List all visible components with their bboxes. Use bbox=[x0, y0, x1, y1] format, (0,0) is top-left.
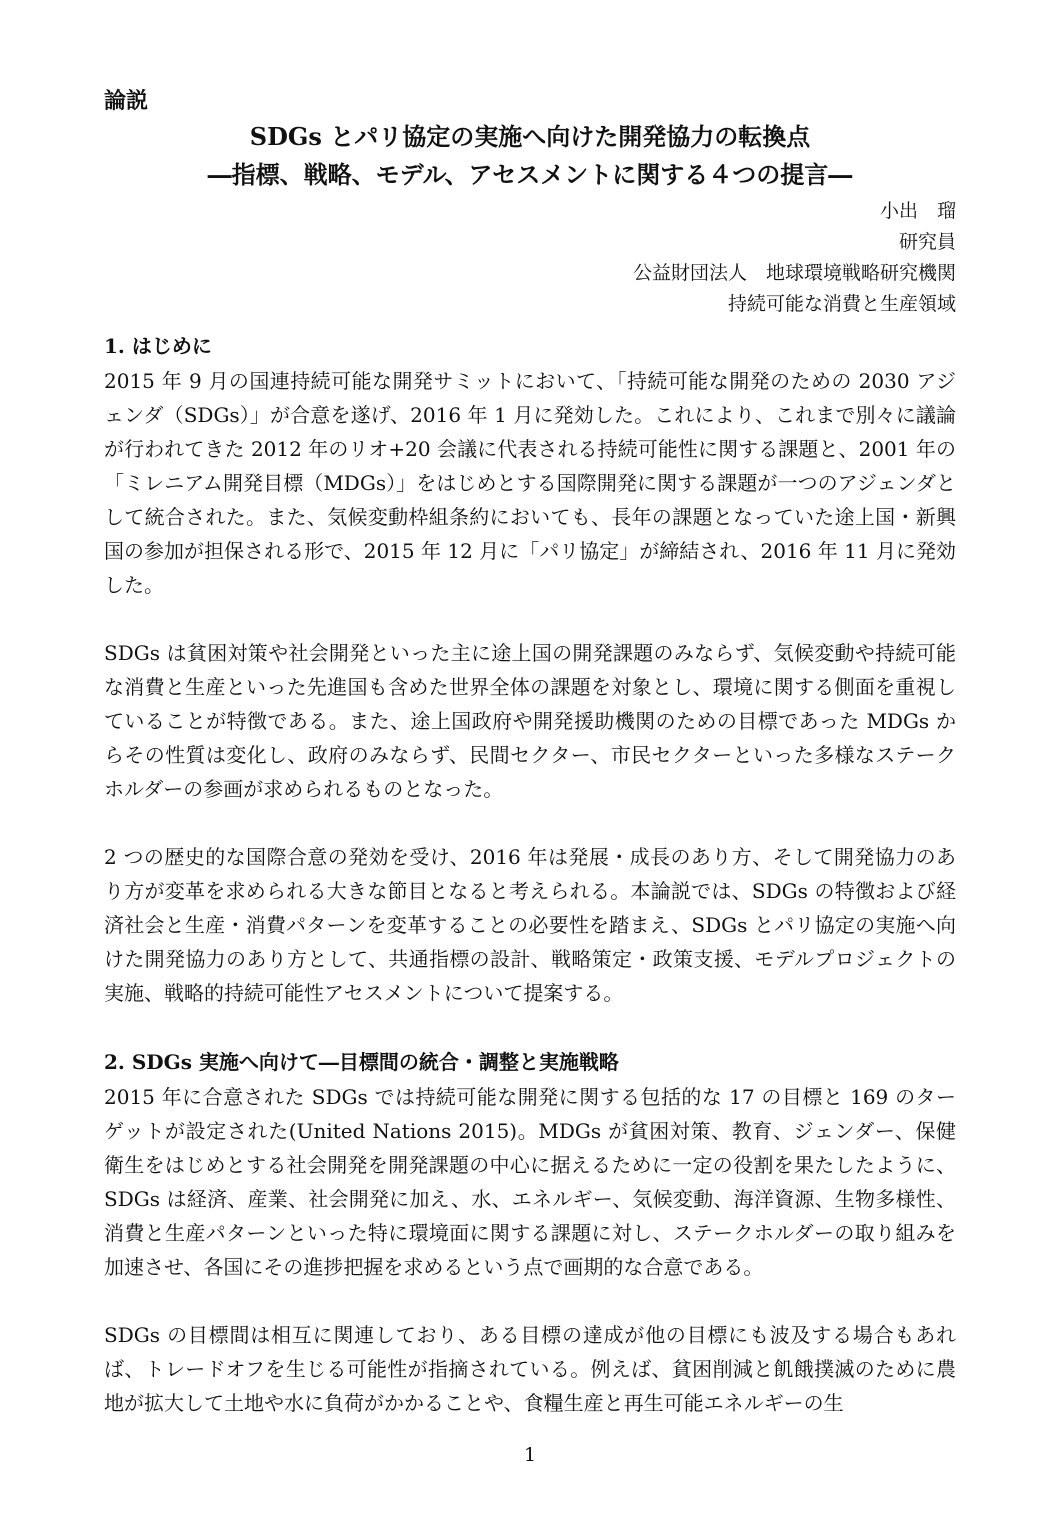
section-heading: 2. SDGs 実施へ向けて―目標間の統合・調整と実施戦略 bbox=[104, 1050, 619, 1074]
body-paragraph: SDGs の目標間は相互に関連しており、ある目標の達成が他の目標にも波及する場合もあれば、トレードオフを生じる可能性が指摘されている。例えば、貧困削減と飢餓撲滅のために農地が拡大して土地や水に負荷がかかることや、食糧生産と再生可能エネルギーの生 bbox=[104, 1323, 956, 1415]
section-sdgs-implementation bbox=[104, 1044, 956, 1420]
author-name: 小出 瑠 bbox=[879, 200, 956, 222]
article-type-label: 論説 bbox=[104, 88, 149, 114]
body-paragraph: 2015 年 9 月の国連持続可能な開発サミットにおいて、「持続可能な開発のための 2030 アジェンダ（SDGs）」が合意を遂げ、2016 年 1 月に発効した。これにより、これまで別々に議論が行われてきた 2012 年のリオ+20 会議に代表される持続可能性に関する課題と、2001 年の「ミレニアム開発目標（MDGs）」をはじめとする国際開発に関する課題が一つのアジェンダとして統合された。また、気候変動枠組条約においても、長年の課題となっていた途上国・新興国の参加が担保される形で、2015 年 12 月に「パリ協定」が締結され、2016 年 11 月に発効した。 bbox=[104, 369, 956, 597]
article-subtitle: ―指標、戦略、モデル、アセスメントに関する４つの提言― bbox=[207, 160, 853, 189]
author-organization: 公益財団法人 地球環境戦略研究機関 bbox=[632, 262, 956, 284]
page-number: 1 bbox=[523, 1444, 537, 1466]
author-block bbox=[104, 196, 956, 320]
body-paragraph: 2015 年に合意された SDGs では持続可能な開発に関する包括的な 17 の目標と 169 のターゲットが設定された(United Nations 2015)。MDGs が貧困対策、教育、ジェンダー、保健衛生をはじめとする社会開発を開発課題の中心に据えるために一定の役割を果たしたように、SDGs は経済、産業、社会開発に加え、水、エネルギー、気候変動、海洋資源、生物多様性、消費と生産パターンといった特に環境面に関する課題に対し、ステークホルダーの取り組みを加速させ、各国にその進捗把握を求めるという点で画期的な合意である。 bbox=[104, 1085, 956, 1279]
section-heading: 1. はじめに bbox=[104, 334, 212, 358]
section-introduction bbox=[104, 328, 956, 1010]
author-division: 持続可能な消費と生産領域 bbox=[727, 293, 956, 315]
author-role: 研究員 bbox=[898, 231, 956, 253]
document-page bbox=[104, 84, 956, 1420]
body-paragraph: SDGs は貧困対策や社会開発といった主に途上国の開発課題のみならず、気候変動や持続可能な消費と生産といった先進国も含めた世界全体の課題を対象とし、環境に関する側面を重視していることが特徴である。また、途上国政府や開発援助機関のための目標であった MDGs からその性質は変化し、政府のみならず、民間セクター、市民セクターといった多様なステークホルダーの参画が求められるものとなった。 bbox=[104, 641, 956, 801]
article-title: SDGs とパリ協定の実施へ向けた開発協力の転換点 bbox=[249, 122, 811, 151]
body-paragraph: 2 つの歴史的な国際合意の発効を受け、2016 年は発展・成長のあり方、そして開発協力のあり方が変革を求められる大きな節目となると考えられる。本論説では、SDGs の特徴および経済社会と生産・消費パターンを変革することの必要性を踏まえ、SDGs とパリ協定の実施へ向けた開発協力のあり方として、共通指標の設計、戦略策定・政策支援、モデルプロジェクトの実施、戦略的持続可能性アセスメントについて提案する。 bbox=[104, 845, 956, 1005]
